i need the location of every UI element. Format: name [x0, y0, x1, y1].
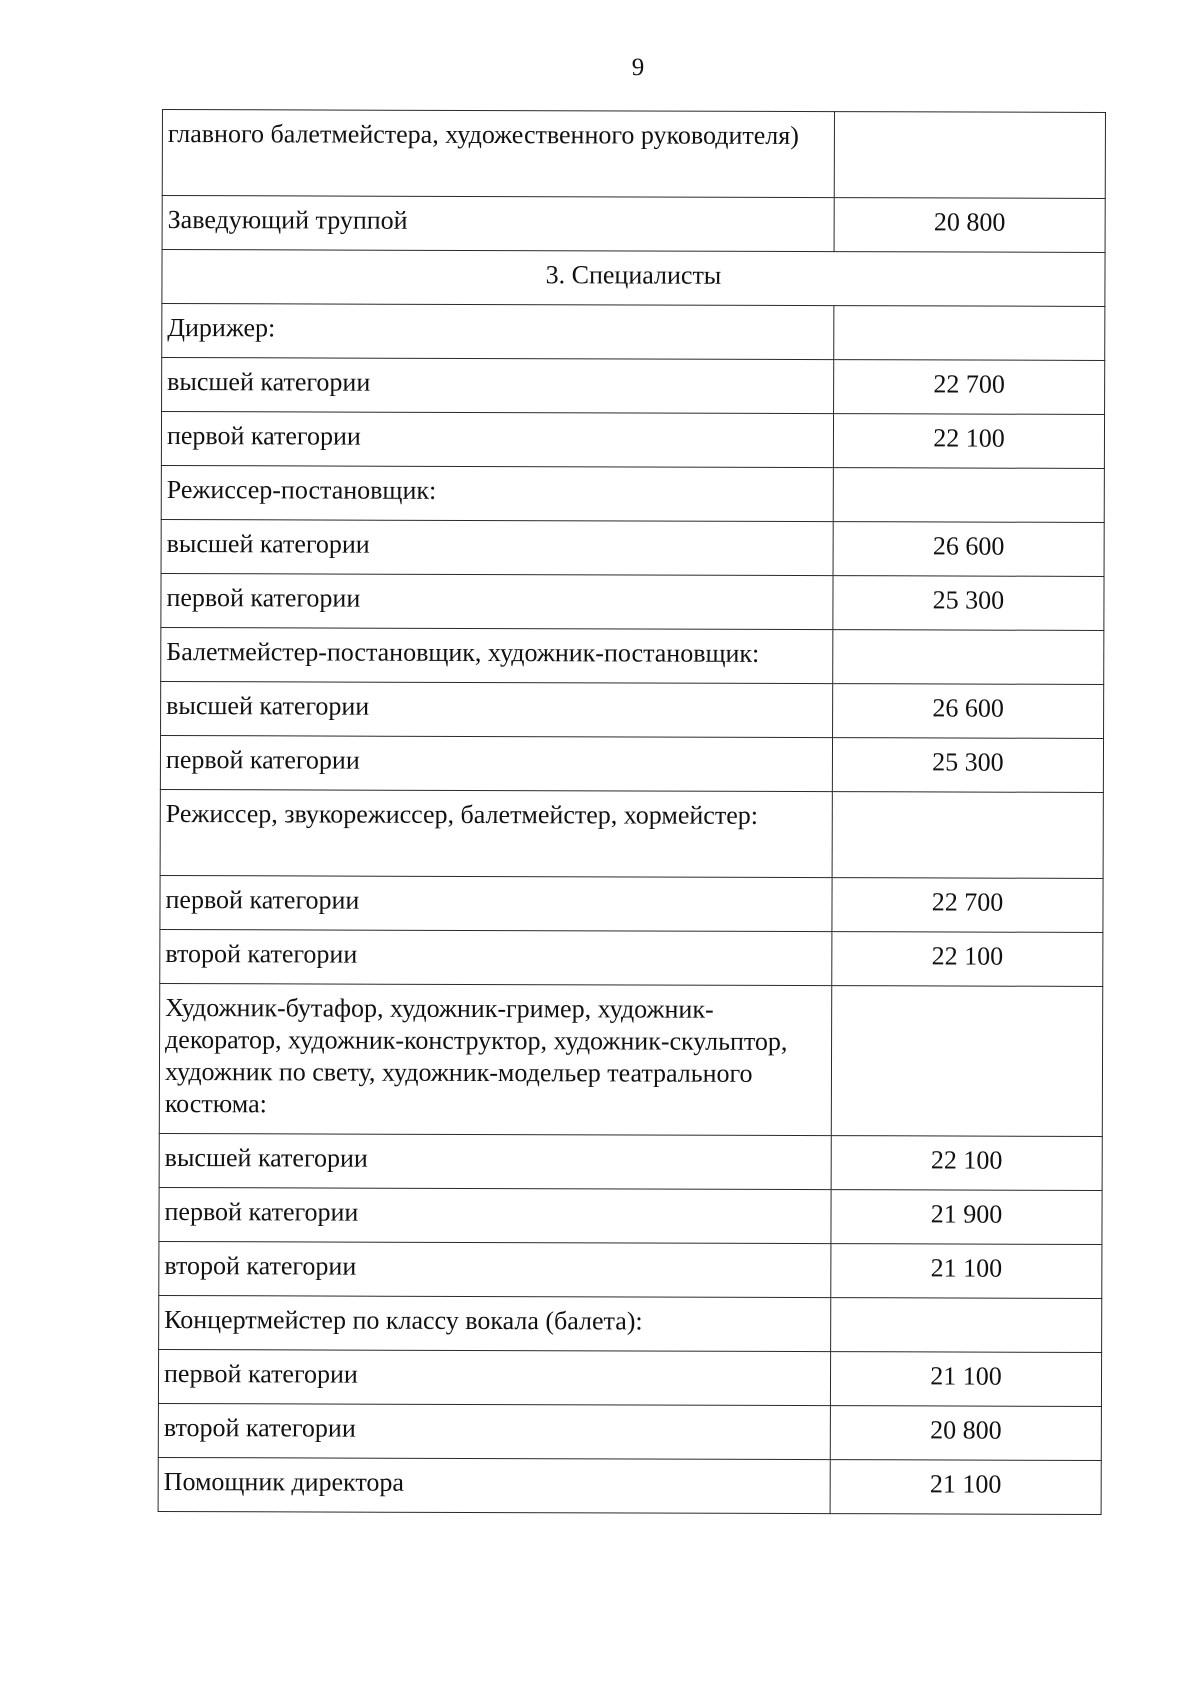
salary-value: 22 100	[831, 1136, 1102, 1191]
position-name: Балетмейстер-постановщик, художник-постановщик:	[161, 627, 833, 683]
salary-value	[833, 468, 1104, 523]
position-name: первой категории	[160, 875, 832, 931]
section-row	[162, 250, 1105, 307]
position-name: главного балетмейстера, художественного руководителя)	[162, 110, 834, 198]
position-name: второй категории	[160, 929, 832, 985]
table-row	[160, 875, 1103, 932]
salary-value: 20 800	[830, 1406, 1101, 1461]
salary-value	[831, 1298, 1102, 1353]
table-row	[161, 681, 1104, 738]
page-number: 9	[631, 54, 645, 81]
position-name: Режиссер, звукорежиссер, балетмейстер, хормейстер:	[160, 789, 832, 877]
table-row	[162, 196, 1105, 253]
position-name: высшей категории	[159, 1133, 831, 1189]
table-row	[160, 789, 1103, 878]
position-name: первой категории	[158, 1349, 830, 1405]
salary-value	[834, 112, 1105, 199]
salary-value: 22 700	[834, 360, 1105, 415]
salary-value: 20 800	[834, 198, 1105, 253]
table-row	[158, 1457, 1101, 1514]
table-row	[162, 110, 1105, 199]
table-row	[161, 573, 1104, 630]
salary-value: 22 700	[832, 878, 1103, 933]
section-title: 3. Специалисты	[162, 250, 1105, 307]
salary-value: 25 300	[833, 576, 1104, 631]
position-name: первой категории	[159, 1187, 831, 1243]
position-name: Концертмейстер по классу вокала (балета):	[159, 1295, 831, 1351]
salary-value	[833, 630, 1104, 685]
position-name: высшей категории	[161, 681, 833, 737]
position-name: Помощник директора	[158, 1457, 830, 1513]
salary-table	[158, 109, 1106, 1515]
position-name: первой категории	[160, 735, 832, 791]
salary-value: 26 600	[833, 522, 1104, 577]
table-row	[161, 519, 1104, 576]
table-row	[159, 1187, 1102, 1244]
position-name: Художник-бутафор, художник-гример, художник-декоратор, художник-конструктор, художник-скульптор, художник по свету, художник-модельер театрального костюма:	[159, 983, 831, 1135]
salary-value: 26 600	[833, 684, 1104, 739]
position-name: Заведующий труппой	[162, 196, 834, 252]
table-row	[160, 929, 1103, 986]
table-row	[161, 627, 1104, 684]
salary-value	[834, 306, 1105, 361]
position-name: первой категории	[161, 573, 833, 629]
salary-value: 25 300	[832, 738, 1103, 793]
table-row	[159, 1241, 1102, 1298]
table-row	[161, 465, 1104, 522]
position-name: второй категории	[158, 1403, 830, 1459]
table-row	[162, 358, 1105, 415]
salary-value: 21 100	[831, 1244, 1102, 1299]
table-row	[158, 1349, 1101, 1406]
salary-value	[832, 792, 1103, 879]
salary-value: 21 100	[830, 1460, 1101, 1515]
position-name: Режиссер-постановщик:	[161, 465, 833, 521]
table-row	[160, 735, 1103, 792]
table-row	[158, 1403, 1101, 1460]
position-name: высшей категории	[162, 358, 834, 414]
position-name: второй категории	[159, 1241, 831, 1297]
table-row	[159, 1133, 1102, 1190]
salary-value	[831, 986, 1102, 1137]
table-row	[161, 412, 1104, 469]
table-row	[162, 304, 1105, 361]
position-name: Дирижер:	[162, 304, 834, 360]
table-row	[159, 1295, 1102, 1352]
salary-value: 22 100	[833, 414, 1104, 469]
salary-value: 21 100	[830, 1352, 1101, 1407]
salary-value: 21 900	[831, 1190, 1102, 1245]
salary-value: 22 100	[832, 932, 1103, 987]
position-name: первой категории	[161, 412, 833, 468]
position-name: высшей категории	[161, 519, 833, 575]
table-row	[159, 983, 1102, 1136]
